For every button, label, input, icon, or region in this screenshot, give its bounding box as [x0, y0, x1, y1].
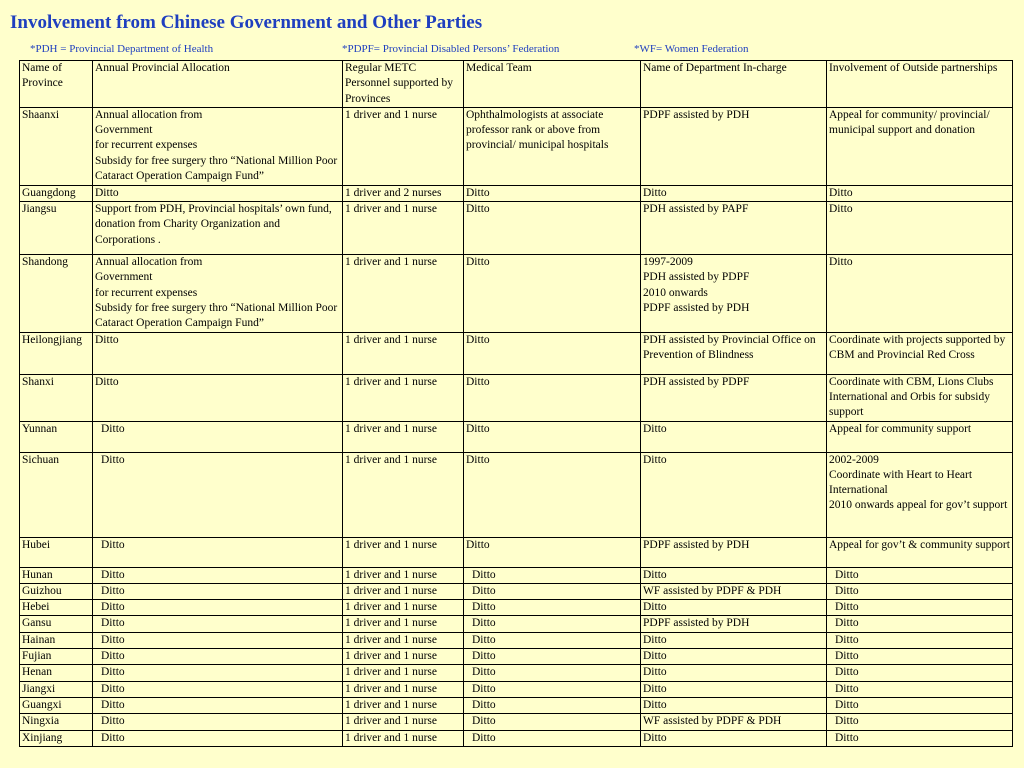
allocation-cell: Ditto: [93, 332, 343, 374]
allocation-cell: Ditto: [93, 583, 343, 599]
personnel-cell: 1 driver and 1 nurse: [343, 600, 464, 616]
medical-team-cell: Ditto: [464, 714, 641, 730]
partnership-cell: Ditto: [827, 730, 1013, 746]
department-cell: 1997-2009 PDH assisted by PDPF 2010 onwards PDPF assisted by PDH: [641, 255, 827, 332]
province-cell: Hainan: [20, 632, 93, 648]
department-cell: Ditto: [641, 185, 827, 201]
header-department: Name of Department In-charge: [641, 61, 827, 108]
allocation-cell: Ditto: [93, 600, 343, 616]
province-cell: Jiangxi: [20, 681, 93, 697]
abbreviation-legend: [0, 43, 1024, 57]
medical-team-cell: Ditto: [464, 665, 641, 681]
partnership-cell: Ditto: [827, 185, 1013, 201]
personnel-cell: 1 driver and 1 nurse: [343, 616, 464, 632]
header-allocation: Annual Provincial Allocation: [93, 61, 343, 108]
department-cell: Ditto: [641, 600, 827, 616]
province-cell: Hubei: [20, 537, 93, 567]
medical-team-cell: Ditto: [464, 649, 641, 665]
partnership-cell: Coordinate with CBM, Lions Clubs International and Orbis for subsidy support: [827, 374, 1013, 421]
department-cell: PDPF assisted by PDH: [641, 107, 827, 185]
involvement-table: [19, 60, 1013, 747]
page-title: Involvement from Chinese Government and Other Parties: [10, 12, 483, 33]
allocation-cell: Ditto: [93, 714, 343, 730]
department-cell: Ditto: [641, 649, 827, 665]
partnership-cell: Ditto: [827, 567, 1013, 583]
partnership-cell: Appeal for community/ provincial/ municipal support and donation: [827, 107, 1013, 185]
allocation-cell: Ditto: [93, 632, 343, 648]
table-row: [20, 185, 1013, 201]
province-cell: Heilongjiang: [20, 332, 93, 374]
partnership-cell: Ditto: [827, 714, 1013, 730]
medical-team-cell: Ditto: [464, 421, 641, 452]
table-row: [20, 567, 1013, 583]
allocation-cell: Support from PDH, Provincial hospitals’ own fund, donation from Charity Organization and Corporations .: [93, 202, 343, 255]
province-cell: Ningxia: [20, 714, 93, 730]
table-row: [20, 681, 1013, 697]
department-cell: Ditto: [641, 421, 827, 452]
medical-team-cell: Ditto: [464, 567, 641, 583]
personnel-cell: 1 driver and 1 nurse: [343, 632, 464, 648]
allocation-cell: Ditto: [93, 616, 343, 632]
province-cell: Shaanxi: [20, 107, 93, 185]
personnel-cell: 1 driver and 1 nurse: [343, 567, 464, 583]
personnel-cell: 1 driver and 1 nurse: [343, 649, 464, 665]
personnel-cell: 1 driver and 1 nurse: [343, 665, 464, 681]
allocation-cell: Ditto: [93, 374, 343, 421]
personnel-cell: 1 driver and 1 nurse: [343, 583, 464, 599]
legend-pdh: *PDH = Provincial Department of Health: [30, 43, 214, 55]
personnel-cell: 1 driver and 1 nurse: [343, 714, 464, 730]
table-row: [20, 697, 1013, 713]
table-row: [20, 665, 1013, 681]
province-cell: Hebei: [20, 600, 93, 616]
medical-team-cell: Ditto: [464, 185, 641, 201]
province-cell: Henan: [20, 665, 93, 681]
department-cell: Ditto: [641, 567, 827, 583]
table-row: [20, 255, 1013, 332]
legend-pdpf: *PDPF= Provincial Disabled Persons’ Federation: [342, 43, 560, 55]
partnership-cell: Ditto: [827, 616, 1013, 632]
personnel-cell: 1 driver and 1 nurse: [343, 107, 464, 185]
allocation-cell: Ditto: [93, 697, 343, 713]
province-cell: Guizhou: [20, 583, 93, 599]
table-row: [20, 616, 1013, 632]
department-cell: Ditto: [641, 697, 827, 713]
allocation-cell: Ditto: [93, 665, 343, 681]
personnel-cell: 1 driver and 1 nurse: [343, 255, 464, 332]
allocation-cell: Ditto: [93, 681, 343, 697]
table-row: [20, 202, 1013, 255]
header-medical-team: Medical Team: [464, 61, 641, 108]
department-cell: WF assisted by PDPF & PDH: [641, 714, 827, 730]
partnership-cell: Ditto: [827, 600, 1013, 616]
table-row: [20, 332, 1013, 374]
allocation-cell: Ditto: [93, 649, 343, 665]
department-cell: PDH assisted by PAPF: [641, 202, 827, 255]
partnership-cell: 2002-2009 Coordinate with Heart to Heart International 2010 onwards appeal for gov’t support: [827, 452, 1013, 537]
department-cell: Ditto: [641, 632, 827, 648]
department-cell: Ditto: [641, 681, 827, 697]
department-cell: Ditto: [641, 665, 827, 681]
department-cell: WF assisted by PDPF & PDH: [641, 583, 827, 599]
medical-team-cell: Ditto: [464, 697, 641, 713]
partnership-cell: Ditto: [827, 255, 1013, 332]
allocation-cell: Ditto: [93, 185, 343, 201]
medical-team-cell: Ditto: [464, 537, 641, 567]
personnel-cell: 1 driver and 1 nurse: [343, 537, 464, 567]
allocation-cell: Ditto: [93, 567, 343, 583]
province-cell: Shandong: [20, 255, 93, 332]
province-cell: Guangdong: [20, 185, 93, 201]
allocation-cell: Ditto: [93, 730, 343, 746]
partnership-cell: Ditto: [827, 583, 1013, 599]
province-cell: Shanxi: [20, 374, 93, 421]
province-cell: Sichuan: [20, 452, 93, 537]
department-cell: Ditto: [641, 730, 827, 746]
department-cell: Ditto: [641, 452, 827, 537]
partnership-cell: Ditto: [827, 697, 1013, 713]
header-province: Name of Province: [20, 61, 93, 108]
province-cell: Yunnan: [20, 421, 93, 452]
table-row: [20, 632, 1013, 648]
partnership-cell: Ditto: [827, 649, 1013, 665]
province-cell: Xinjiang: [20, 730, 93, 746]
province-cell: Guangxi: [20, 697, 93, 713]
personnel-cell: 1 driver and 1 nurse: [343, 332, 464, 374]
medical-team-cell: Ditto: [464, 202, 641, 255]
province-cell: Gansu: [20, 616, 93, 632]
department-cell: PDPF assisted by PDH: [641, 537, 827, 567]
medical-team-cell: Ditto: [464, 730, 641, 746]
personnel-cell: 1 driver and 1 nurse: [343, 730, 464, 746]
province-cell: Jiangsu: [20, 202, 93, 255]
table-row: [20, 714, 1013, 730]
department-cell: PDH assisted by PDPF: [641, 374, 827, 421]
partnership-cell: Appeal for gov’t & community support: [827, 537, 1013, 567]
department-cell: PDPF assisted by PDH: [641, 616, 827, 632]
personnel-cell: 1 driver and 1 nurse: [343, 452, 464, 537]
allocation-cell: Ditto: [93, 421, 343, 452]
medical-team-cell: Ditto: [464, 374, 641, 421]
header-partnerships: Involvement of Outside partnerships: [827, 61, 1013, 108]
table-row: [20, 107, 1013, 185]
partnership-cell: Ditto: [827, 681, 1013, 697]
table-row: [20, 730, 1013, 746]
medical-team-cell: Ditto: [464, 600, 641, 616]
partnership-cell: Ditto: [827, 665, 1013, 681]
allocation-cell: Annual allocation from Government for recurrent expenses Subsidy for free surgery thro “National Million Poor Cataract Operation Campaign Fund”: [93, 255, 343, 332]
allocation-cell: Ditto: [93, 537, 343, 567]
medical-team-cell: Ditto: [464, 583, 641, 599]
table-row: [20, 649, 1013, 665]
partnership-cell: Coordinate with projects supported by CBM and Provincial Red Cross: [827, 332, 1013, 374]
allocation-cell: Ditto: [93, 452, 343, 537]
medical-team-cell: Ditto: [464, 332, 641, 374]
allocation-cell: Annual allocation from Government for recurrent expenses Subsidy for free surgery thro “National Million Poor Cataract Operation Campaign Fund”: [93, 107, 343, 185]
medical-team-cell: Ditto: [464, 452, 641, 537]
personnel-cell: 1 driver and 1 nurse: [343, 202, 464, 255]
partnership-cell: Appeal for community support: [827, 421, 1013, 452]
personnel-cell: 1 driver and 2 nurses: [343, 185, 464, 201]
province-cell: Hunan: [20, 567, 93, 583]
table-header-row: [20, 61, 1013, 108]
header-personnel: Regular METC Personnel supported by Provinces: [343, 61, 464, 108]
medical-team-cell: Ditto: [464, 616, 641, 632]
department-cell: PDH assisted by Provincial Office on Prevention of Blindness: [641, 332, 827, 374]
table-row: [20, 421, 1013, 452]
province-cell: Fujian: [20, 649, 93, 665]
table-row: [20, 600, 1013, 616]
partnership-cell: Ditto: [827, 632, 1013, 648]
medical-team-cell: Ophthalmologists at associate professor rank or above from provincial/ municipal hospitals: [464, 107, 641, 185]
medical-team-cell: Ditto: [464, 632, 641, 648]
partnership-cell: Ditto: [827, 202, 1013, 255]
medical-team-cell: Ditto: [464, 681, 641, 697]
personnel-cell: 1 driver and 1 nurse: [343, 681, 464, 697]
personnel-cell: 1 driver and 1 nurse: [343, 697, 464, 713]
legend-wf: *WF= Women Federation: [634, 43, 749, 55]
table-row: [20, 537, 1013, 567]
medical-team-cell: Ditto: [464, 255, 641, 332]
personnel-cell: 1 driver and 1 nurse: [343, 374, 464, 421]
table-row: [20, 452, 1013, 537]
personnel-cell: 1 driver and 1 nurse: [343, 421, 464, 452]
table-row: [20, 583, 1013, 599]
table-row: [20, 374, 1013, 421]
